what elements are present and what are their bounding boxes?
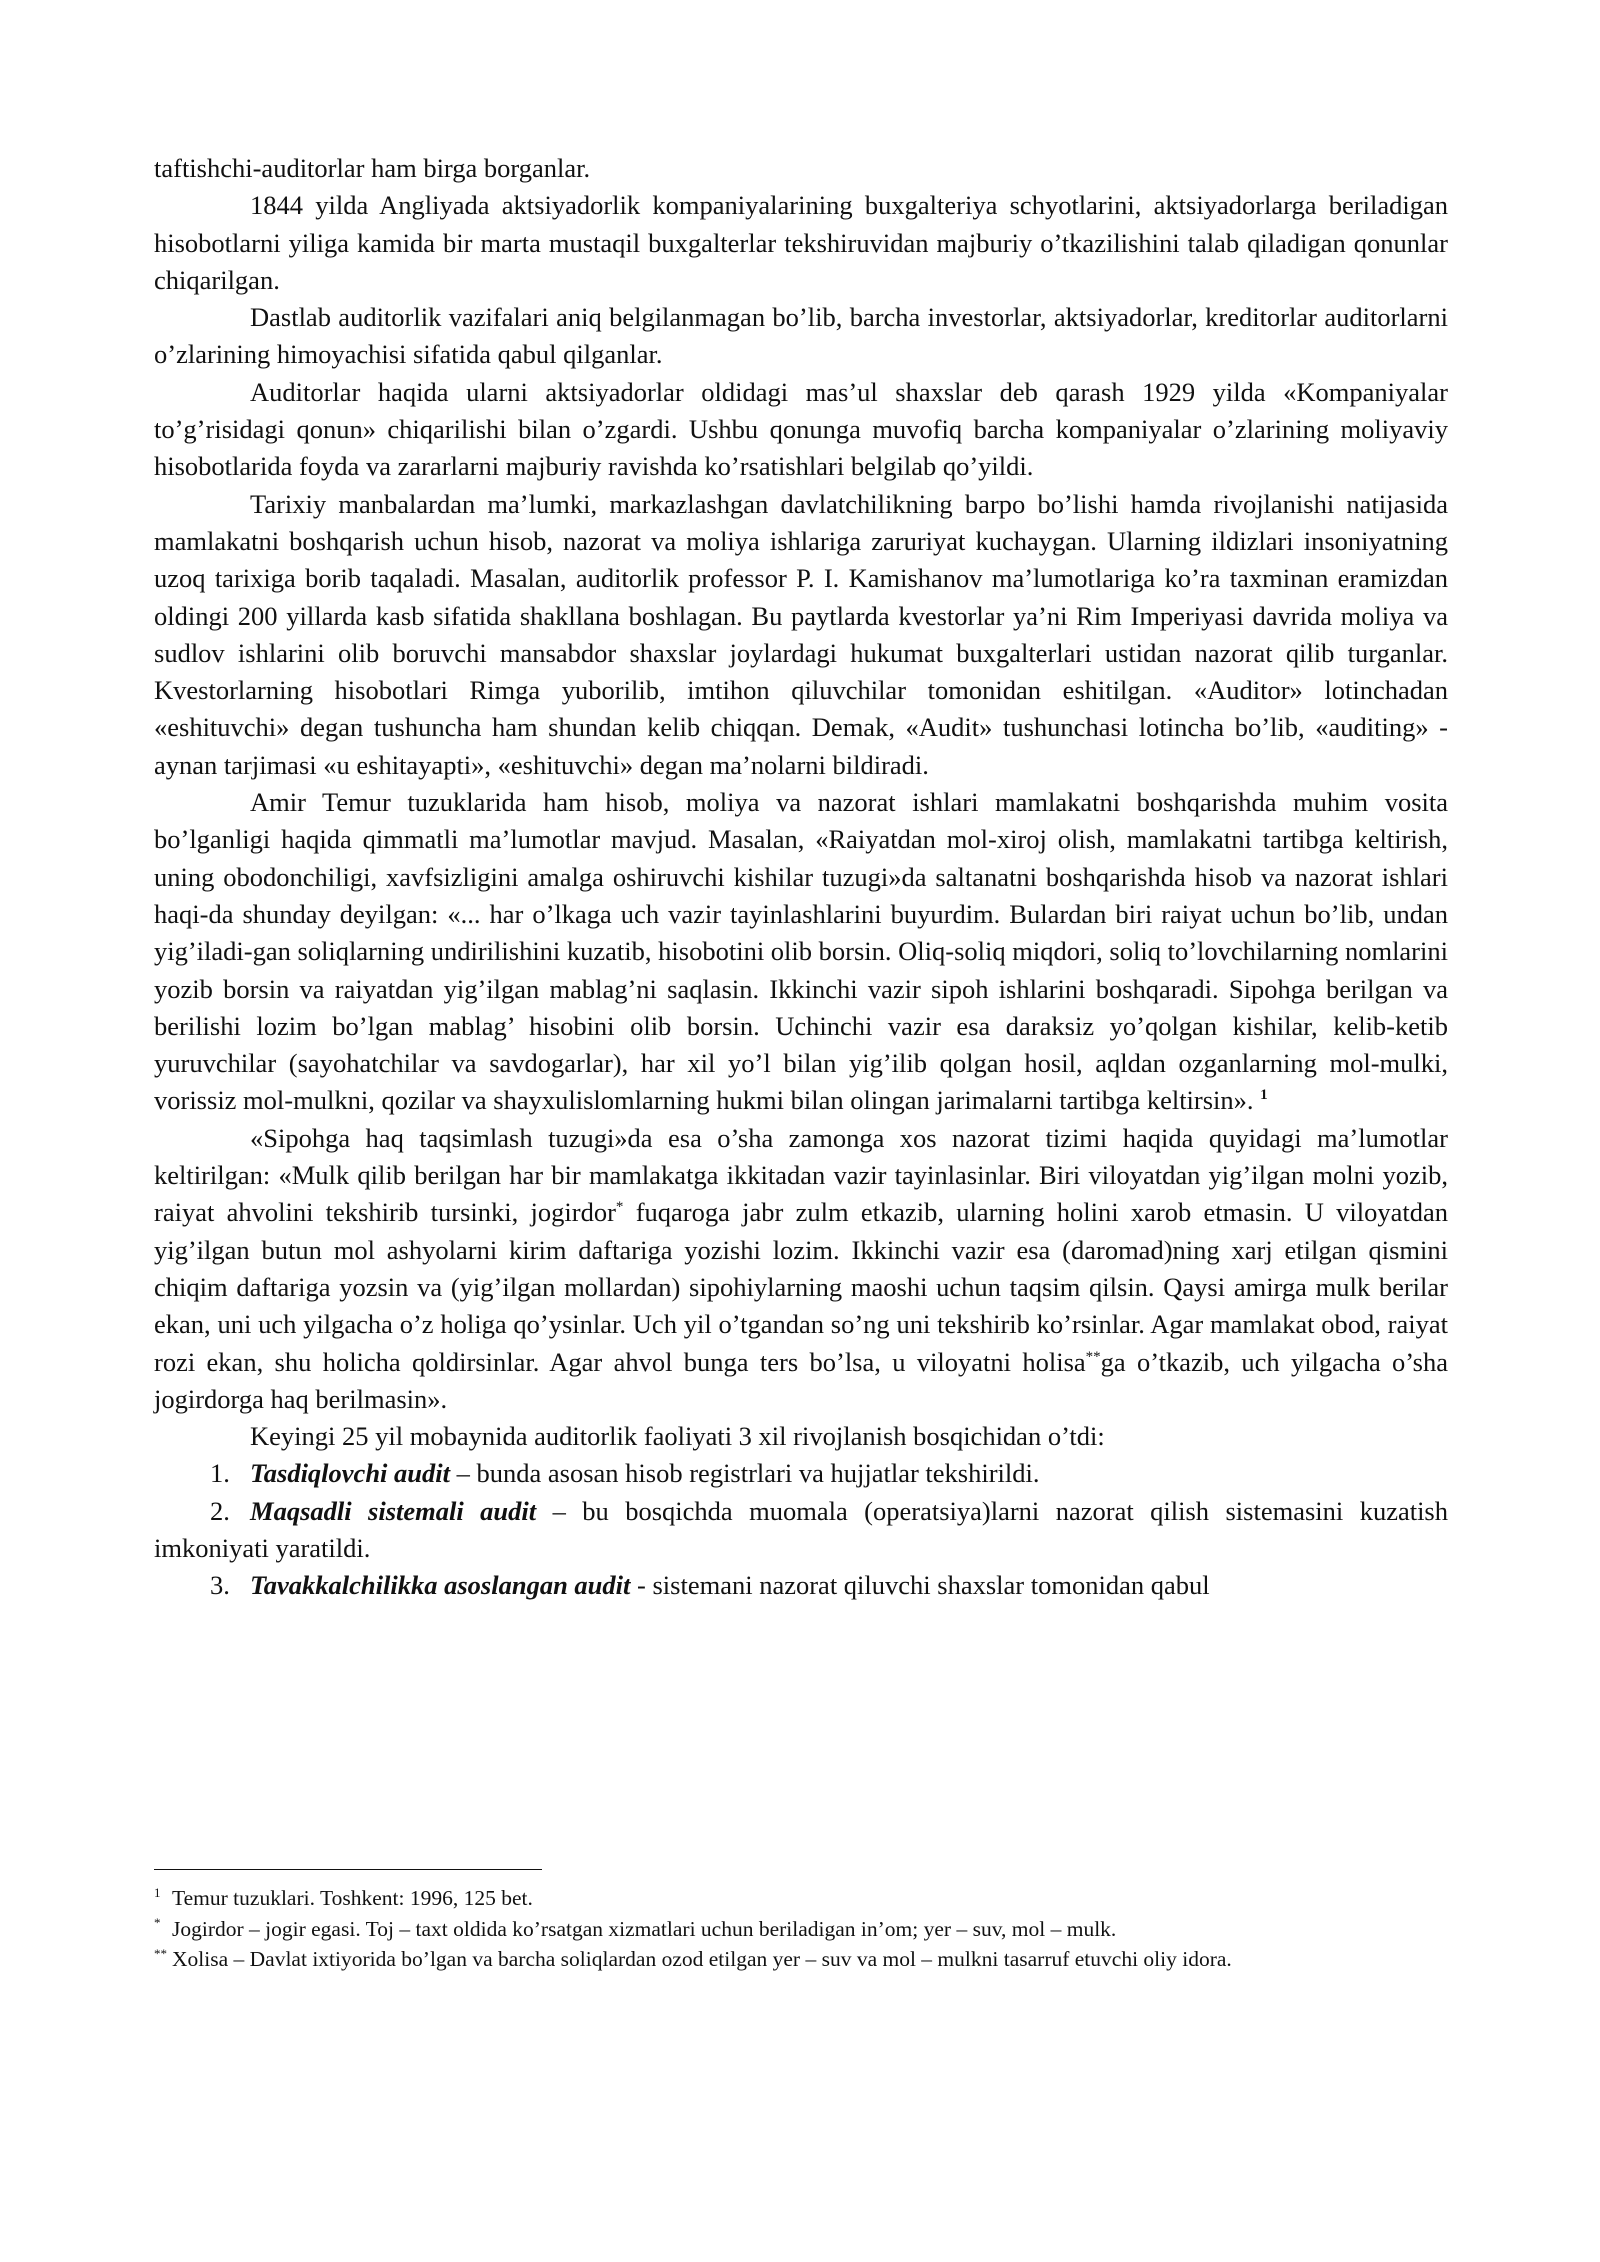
footnote-separator — [154, 1869, 542, 1870]
list-item-text: – bu bosqichda muomala (operatsiya)larni nazorat qilish sistemasini kuzatish imkoniyati yaratildi. — [154, 1495, 1448, 1563]
list-item — [154, 1455, 1448, 1492]
list-item — [154, 1567, 1448, 1604]
paragraph-companies-act-1929: Auditorlar haqida ularni aktsiyadorlar oldidagi mas’ul shaxslar deb qarash 1929 yilda «Kompaniyalar to’g’risidagi qonun» chiqarilishi bilan o’zgardi. Ushbu qonunga muvofiq barcha kompaniyalar o’zlarining moliyaviy hisobotlarida foyda va zararlarni majburiy ravishda ko’rsatishlari belgilab qo’yildi. — [154, 376, 1448, 482]
list-item-term: Tasdiqlovchi audit — [250, 1458, 451, 1489]
paragraph-stages-intro: Keyingi 25 yil mobaynida auditorlik faoliyati 3 xil rivojlanish bosqichidan o’tdi: — [250, 1421, 1105, 1452]
footnotes — [154, 1883, 1448, 1975]
paragraph-amir-temur-text: Amir Temur tuzuklarida ham hisob, moliya va nazorat ishlari mamlakatni boshqarishda muhim vosita bo’lganligi haqida qimmatli ma’lumotlar mavjud. Masalan, «Raiyatdan mol-xiroj olish, mamlakatni tartibga keltirish, uning obodonchiligi, xavfsizligini amalga oshiruvchi kishilar tuzugi»da saltanatni boshqarishda hisob va nazorat ishlari haqi-da shunday deyilgan: «... har o’lkaga uch vazir tayinlashlarini buyurdim. Bulardan biri raiyat uchun bo’lib, undan yig’iladi-gan soliqlarning undirilishini kuzatib, hisobotini olib borsin. Oliq-soliq miqdori, soliq to’lovchilarning nomlarini yozib borsin va raiyatdan yig’ilgan mablag’ni saqlasin. Ikkinchi vazir sipoh ishlarini boshqaradi. Sipohga berilgan va berilishi lozim bo’lgan mablag’ hisobini olib borsin. Uchinchi vazir esa daraksiz yo’qolgan kishilar, kelib-ketib yuruvchilar (sayohatchilar va savdogarlar), har xil yo’l bilan yig’ilib qolgan hosil, aqldan ozganlarning mol-mulki, vorissiz mol-mulkni, qozilar va shayxulislomlarning hukmi bilan olingan jarimalarni tartibga keltirsin». — [154, 787, 1448, 1116]
list-item-number: 2. — [210, 1495, 230, 1526]
list-item-term: Tavakkalchilikka asoslangan audit — [250, 1570, 631, 1601]
list-item-number: 1. — [210, 1458, 230, 1489]
paragraph-historical-sources: Tarixiy manbalardan ma’lumki, markazlashgan davlatchilikning barpo bo’lishi hamda rivojlanishi natijasida mamlakatni boshqarish uchun hisob, nazorat va moliya ishlariga zaruriyat kuchaygan. Ularning ildizlari insoniyatning uzoq tarixiga borib taqaladi. Masalan, auditorlik professor P. I. Kamishanov ma’lumotlariga ko’ra taxminan eramizdan oldingi 200 yillarda kasb sifatida shakllana boshlagan. Bu paytlarda kvestorlar ya’ni Rim Imperiyasi davrida moliya va sudlov ishlarini olib boruvchi mansabdor shaxslar joylardagi hukumat buxgalterlari ustidan nazorat qilib turganlar. Kvestorlarning hisobotlari Rimga yuborilib, imtihon qiluvchilar tomonidan eshitilgan. «Auditor» lotinchadan «eshituvchi» degan tushuncha ham shundan kelib chiqqan. Demak, «Audit» tushunchasi lotincha bo’lib, «auditing» - aynan tarjimasi «u eshitayapti», «eshituvchi» degan ma’nolarni bildiradi. — [154, 488, 1448, 780]
footnote-text: Temur tuzuklari. Toshkent: 1996, 125 bet. — [172, 1886, 533, 1910]
footnote-text: Xolisa – Davlat ixtiyorida bo’lgan va barcha soliqlardan ozod etilgan yer – suv va mol – mulkni tasarruf etuvchi oliy idora. — [172, 1947, 1232, 1971]
footnote-ref-star[interactable]: * — [615, 1199, 624, 1216]
footnote-star: * Jogirdor – jogir egasi. Toj – taxt oldida ko’rsatgan xizmatlari uchun beriladigan in’om; yer – suv, mol – mulk. — [154, 1915, 1117, 1941]
footnote-1: 1 Temur tuzuklari. Toshkent: 1996, 125 bet. — [154, 1884, 533, 1910]
paragraph-sipoh-tuzugi — [154, 1120, 1448, 1418]
list-item-text: – bunda asosan hisob registrlari va hujjatlar tekshirildi. — [450, 1458, 1040, 1489]
footnote-double-star: ** Xolisa – Davlat ixtiyorida bo’lgan va barcha soliqlardan ozod etilgan yer – suv va mol – mulkni tasarruf etuvchi oliy idora. — [154, 1945, 1232, 1971]
list-item-text: - sistemani nazorat qiluvchi shaxslar tomonidan qabul — [630, 1570, 1210, 1601]
document-body — [154, 150, 1448, 1605]
paragraph-sipoh-part-3: ga o’tkazib, uch yilgacha o’sha jogirdorga haq berilmasin». — [154, 1346, 1448, 1414]
paragraph-england-1844: 1844 yilda Angliyada aktsiyadorlik kompaniyalarining buxgalteriya schyotlarini, aktsiyadorlarga beriladigan hisobotlarni yiliga kamida bir marta mustaqil buxgalterlar tekshiruvidan majburiy o’tkazilishini talab qiladigan qonunlar chiqarilgan. — [154, 190, 1448, 295]
paragraph-sipoh-part-2: fuqaroga jabr zulm etkazib, ularning holini xarob etmasin. U viloyatdan yig’ilgan butun mol ashyolarni kirim daftariga yozishi lozim. Ikkinchi vazir esa (daromad)ning xarj etilgan qismini chiqim daftariga yozsin va (yig’ilgan mollardan) sipohiylarning maoshi uchun taqsim qilsin. Qaysi amirga mulk berilar ekan, uni uch yilgacha o’z holiga qo’ysinlar. Uch yil o’tgandan so’ng uni tekshirib ko’rsinlar. Agar mamlakat obod, raiyat rozi ekan, shu holicha qoldirsinlar. Agar ahvol bunga ters bo’lsa, u viloyatni holisa — [154, 1197, 1449, 1377]
list-item-term: Maqsadli sistemali audit — [250, 1495, 537, 1526]
paragraph-continuation: taftishchi-auditorlar ham birga borganlar. — [154, 153, 591, 183]
footnote-text: Jogirdor – jogir egasi. Toj – taxt oldida ko’rsatgan xizmatlari uchun beriladigan in’om; yer – suv, mol – mulk. — [172, 1916, 1117, 1941]
list-item-number: 3. — [210, 1570, 230, 1601]
paragraph-sipoh-part-1: «Sipohga haq taqsimlash tuzugi»da esa o’sha zamonga xos nazorat tizimi haqida quyidagi ma’lumotlar keltirilgan: «Mulk qilib berilgan har bir mamlakatga ikkitadan vazir tayinlasinlar. Biri viloyatdan yig’ilgan molni yozib, raiyat ahvolini tekshirib tursinki, jogirdor — [154, 1122, 1448, 1228]
list-item — [154, 1493, 1448, 1568]
paragraph-early-audit-duties: Dastlab auditorlik vazifalari aniq belgilanmagan bo’lib, barcha investorlar, aktsiyadorlar, kreditorlar auditorlarni o’zlarining himoyachisi sifatida qabul qilganlar. — [154, 302, 1448, 370]
footnote-ref-1[interactable]: 1 — [1260, 1087, 1268, 1104]
footnote-ref-double-star[interactable]: ** — [1085, 1348, 1101, 1365]
paragraph-amir-temur — [154, 784, 1448, 1120]
